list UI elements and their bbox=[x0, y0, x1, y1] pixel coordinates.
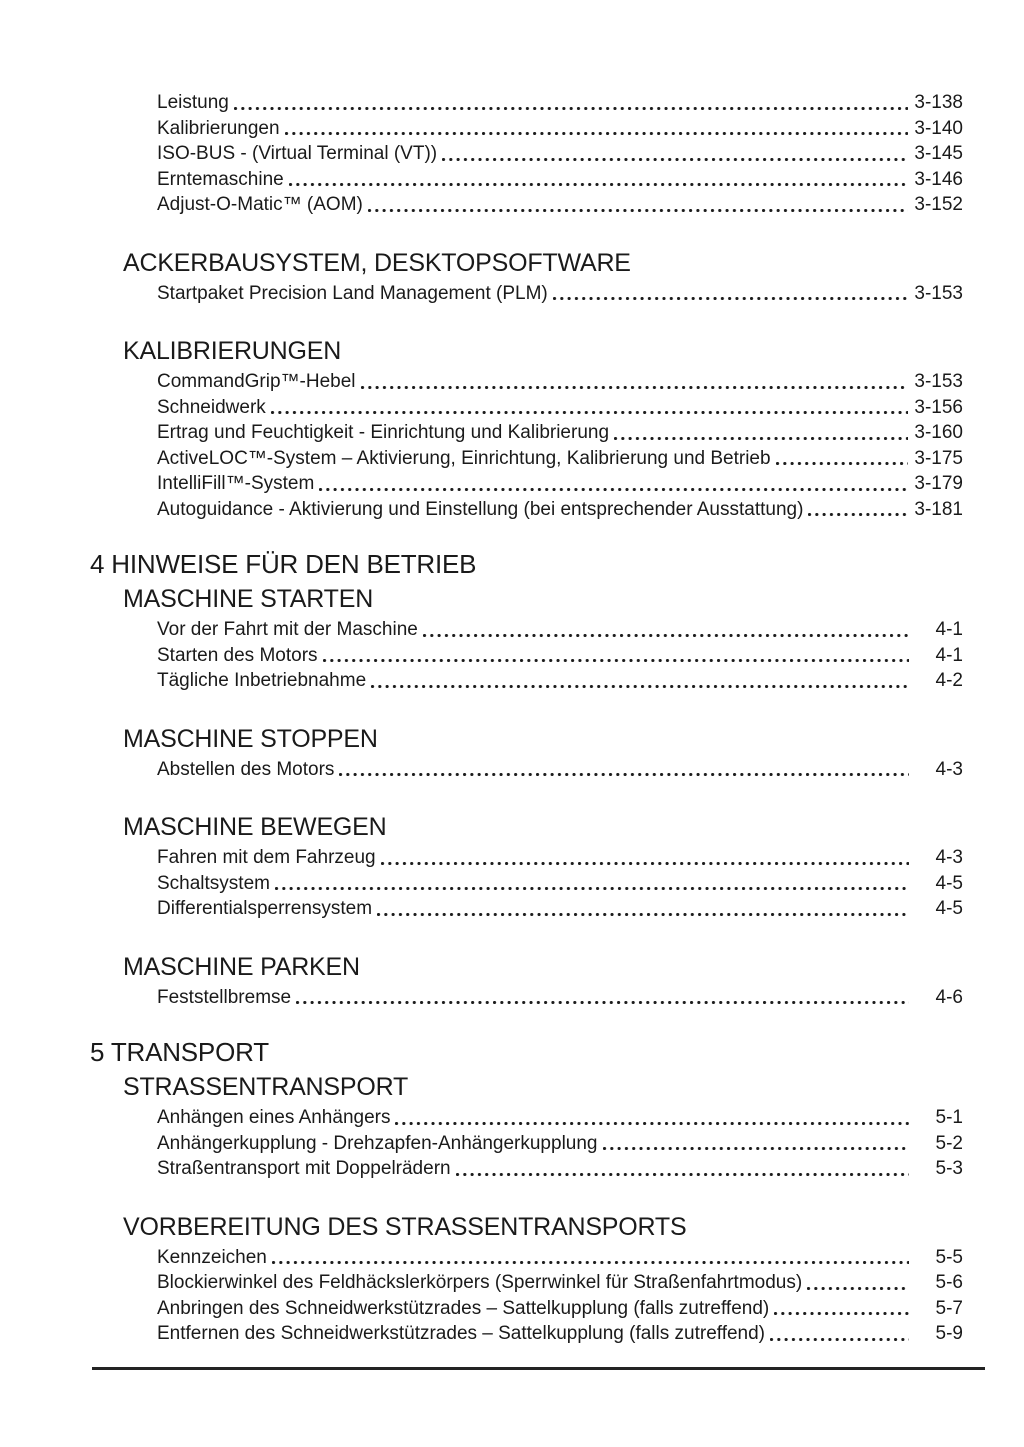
chapter-title: 4 HINWEISE FÜR DEN BETRIEB bbox=[90, 549, 477, 579]
toc-entry bbox=[90, 116, 963, 142]
toc-entry-page: 5-7 bbox=[935, 1297, 963, 1319]
toc-entry bbox=[90, 192, 963, 218]
toc-entry-label: Leistung bbox=[157, 92, 229, 113]
toc-entry bbox=[90, 1296, 963, 1322]
dot-leader bbox=[271, 411, 909, 414]
dot-leader bbox=[368, 209, 909, 212]
toc-entry-page: 3-138 bbox=[914, 92, 963, 113]
toc-entry-label: Straßentransport mit Doppelrädern bbox=[157, 1158, 451, 1179]
toc-entry bbox=[90, 141, 963, 167]
toc bbox=[90, 90, 963, 1347]
dot-leader bbox=[774, 1312, 909, 1315]
toc-entry bbox=[90, 985, 963, 1011]
toc-entry-page: 3-156 bbox=[914, 396, 963, 418]
toc-entry bbox=[90, 896, 963, 922]
toc-entry bbox=[90, 395, 963, 421]
toc-entry bbox=[90, 1156, 963, 1182]
dot-leader bbox=[296, 1001, 909, 1004]
dot-leader bbox=[395, 1122, 909, 1125]
toc-entry bbox=[90, 281, 963, 307]
toc-section bbox=[90, 1212, 963, 1347]
toc-entry-page: 5-1 bbox=[935, 1107, 963, 1128]
toc-entry-page: 4-3 bbox=[935, 847, 963, 868]
toc-entry-page: 3-175 bbox=[914, 447, 963, 469]
dot-leader bbox=[371, 685, 909, 688]
dot-leader bbox=[770, 1338, 909, 1341]
toc-entry-label: Fahren mit dem Fahrzeug bbox=[157, 847, 376, 868]
dot-leader bbox=[319, 488, 908, 491]
section-entries bbox=[90, 617, 963, 694]
dot-leader bbox=[807, 1287, 909, 1290]
toc-entry-label: Schaltsystem bbox=[157, 872, 270, 894]
dot-leader bbox=[272, 1261, 909, 1264]
dot-leader bbox=[323, 659, 909, 662]
toc-entry-page: 4-3 bbox=[935, 758, 963, 780]
toc-entry bbox=[90, 1270, 963, 1296]
toc-section bbox=[90, 90, 963, 218]
dot-leader bbox=[456, 1173, 909, 1176]
toc-entry-page: 3-145 bbox=[914, 143, 963, 164]
toc-entry-label: Schneidwerk bbox=[157, 396, 266, 418]
toc-entry-label: Erntemaschine bbox=[157, 168, 284, 190]
toc-entry bbox=[90, 617, 963, 643]
toc-entry-label: Anhängerkupplung - Drehzapfen-Anhängerkupplung bbox=[157, 1132, 598, 1154]
toc-entry bbox=[90, 757, 963, 783]
toc-entry-label: ActiveLOC™-System – Aktivierung, Einrichtung, Kalibrierung und Betrieb bbox=[157, 447, 771, 469]
toc-section bbox=[90, 248, 963, 307]
toc-entry bbox=[90, 668, 963, 694]
toc-entry-label: IntelliFill™-System bbox=[157, 473, 315, 494]
toc-entry bbox=[90, 643, 963, 669]
dot-leader bbox=[381, 862, 909, 865]
toc-entry-page: 4-2 bbox=[935, 670, 963, 691]
section-title: MASCHINE BEWEGEN bbox=[123, 813, 387, 841]
toc-entry bbox=[90, 1321, 963, 1347]
toc-entry-label: Blockierwinkel des Feldhäckslerkörpers (Sperrwinkel für Straßenfahrtmodus) bbox=[157, 1272, 803, 1293]
dot-leader bbox=[361, 386, 909, 389]
toc-entry-label: Vor der Fahrt mit der Maschine bbox=[157, 619, 418, 640]
toc-entry-label: Kennzeichen bbox=[157, 1246, 267, 1268]
toc-section bbox=[90, 952, 963, 1011]
toc-entry bbox=[90, 446, 963, 472]
dot-leader bbox=[776, 462, 909, 465]
toc-entry bbox=[90, 1105, 963, 1131]
toc-entry-label: CommandGrip™-Hebel bbox=[157, 371, 356, 392]
toc-entry-page: 5-3 bbox=[935, 1158, 963, 1179]
dot-leader bbox=[234, 107, 909, 110]
toc-section bbox=[90, 584, 963, 694]
toc-entry bbox=[90, 497, 963, 523]
toc-entry-label: Autoguidance - Aktivierung und Einstellung (bei entsprechender Ausstattung) bbox=[157, 498, 804, 520]
toc-entry bbox=[90, 420, 963, 446]
dot-leader bbox=[614, 437, 908, 440]
toc-entry-page: 5-9 bbox=[935, 1323, 963, 1344]
toc-entry bbox=[90, 1131, 963, 1157]
chapter-title: 5 TRANSPORT bbox=[90, 1037, 269, 1067]
toc-entry-label: Anbringen des Schneidwerkstützrades – Sattelkupplung (falls zutreffend) bbox=[157, 1297, 770, 1319]
toc-entry-label: Kalibrierungen bbox=[157, 117, 280, 139]
dot-leader bbox=[808, 513, 908, 516]
toc-entry bbox=[90, 871, 963, 897]
dot-leader bbox=[377, 913, 909, 916]
toc-entry-page: 3-160 bbox=[914, 422, 963, 443]
toc-entry-label: Feststellbremse bbox=[157, 986, 292, 1008]
section-title: MASCHINE PARKEN bbox=[123, 952, 360, 981]
dot-leader bbox=[553, 297, 909, 300]
dot-leader bbox=[289, 183, 909, 186]
toc-entry-page: 3-153 bbox=[914, 371, 963, 392]
toc-entry-page: 5-5 bbox=[935, 1246, 963, 1268]
section-entries bbox=[90, 90, 963, 218]
section-entries bbox=[90, 1245, 963, 1347]
footer-rule bbox=[92, 1367, 985, 1370]
section-title: VORBEREITUNG DES STRASSENTRANSPORTS bbox=[123, 1212, 687, 1241]
section-entries bbox=[90, 369, 963, 522]
toc-entry-label: Anhängen eines Anhängers bbox=[157, 1107, 391, 1128]
dot-leader bbox=[339, 773, 909, 776]
dot-leader bbox=[423, 634, 909, 637]
section-entries bbox=[90, 985, 963, 1011]
toc-entry-page: 5-2 bbox=[935, 1132, 963, 1154]
toc-entry bbox=[90, 845, 963, 871]
toc-entry bbox=[90, 90, 963, 116]
toc-entry-label: Differentialsperrensystem bbox=[157, 898, 373, 919]
toc-entry-page: 4-5 bbox=[935, 872, 963, 894]
toc-entry-label: Tägliche Inbetriebnahme bbox=[157, 670, 367, 691]
toc-entry-page: 4-6 bbox=[935, 986, 963, 1008]
toc-entry bbox=[90, 471, 963, 497]
toc-section bbox=[90, 812, 963, 922]
section-title: KALIBRIERUNGEN bbox=[123, 337, 342, 365]
toc-entry-page: 3-140 bbox=[914, 117, 963, 139]
toc-entry-label: ISO-BUS - (Virtual Terminal (VT)) bbox=[157, 143, 438, 164]
toc-section bbox=[90, 1072, 963, 1182]
toc-entry-page: 4-5 bbox=[935, 898, 963, 919]
toc-entry-label: Startpaket Precision Land Management (PLM) bbox=[157, 282, 548, 304]
toc-entry-page: 3-181 bbox=[914, 498, 963, 520]
section-entries bbox=[90, 845, 963, 922]
toc-entry bbox=[90, 369, 963, 395]
section-title: STRASSENTRANSPORT bbox=[123, 1073, 409, 1101]
toc-section bbox=[90, 724, 963, 783]
toc-entry-page: 3-179 bbox=[914, 473, 963, 494]
dot-leader bbox=[275, 887, 909, 890]
toc-entry-page: 3-152 bbox=[914, 194, 963, 215]
toc-entry bbox=[90, 167, 963, 193]
toc-entry bbox=[90, 1245, 963, 1271]
toc-entry-label: Abstellen des Motors bbox=[157, 758, 335, 780]
section-title: MASCHINE STOPPEN bbox=[123, 724, 378, 753]
dot-leader bbox=[603, 1147, 910, 1150]
dot-leader bbox=[442, 158, 908, 161]
toc-entry-page: 3-153 bbox=[914, 282, 963, 304]
toc-entry-page: 3-146 bbox=[914, 168, 963, 190]
section-entries bbox=[90, 757, 963, 783]
toc-entry-page: 4-1 bbox=[935, 644, 963, 666]
section-title: ACKERBAUSYSTEM, DESKTOPSOFTWARE bbox=[123, 248, 631, 277]
section-entries bbox=[90, 281, 963, 307]
toc-entry-label: Starten des Motors bbox=[157, 644, 318, 666]
toc-entry-label: Entfernen des Schneidwerkstützrades – Sattelkupplung (falls zutreffend) bbox=[157, 1323, 765, 1344]
toc-entry-label: Ertrag und Feuchtigkeit - Einrichtung und Kalibrierung bbox=[157, 422, 610, 443]
section-title: MASCHINE STARTEN bbox=[123, 585, 374, 613]
dot-leader bbox=[285, 132, 909, 135]
toc-entry-page: 4-1 bbox=[935, 619, 963, 640]
toc-entry-page: 5-6 bbox=[935, 1272, 963, 1293]
toc-entry-label: Adjust-O-Matic™ (AOM) bbox=[157, 194, 363, 215]
section-entries bbox=[90, 1105, 963, 1182]
toc-section bbox=[90, 336, 963, 522]
